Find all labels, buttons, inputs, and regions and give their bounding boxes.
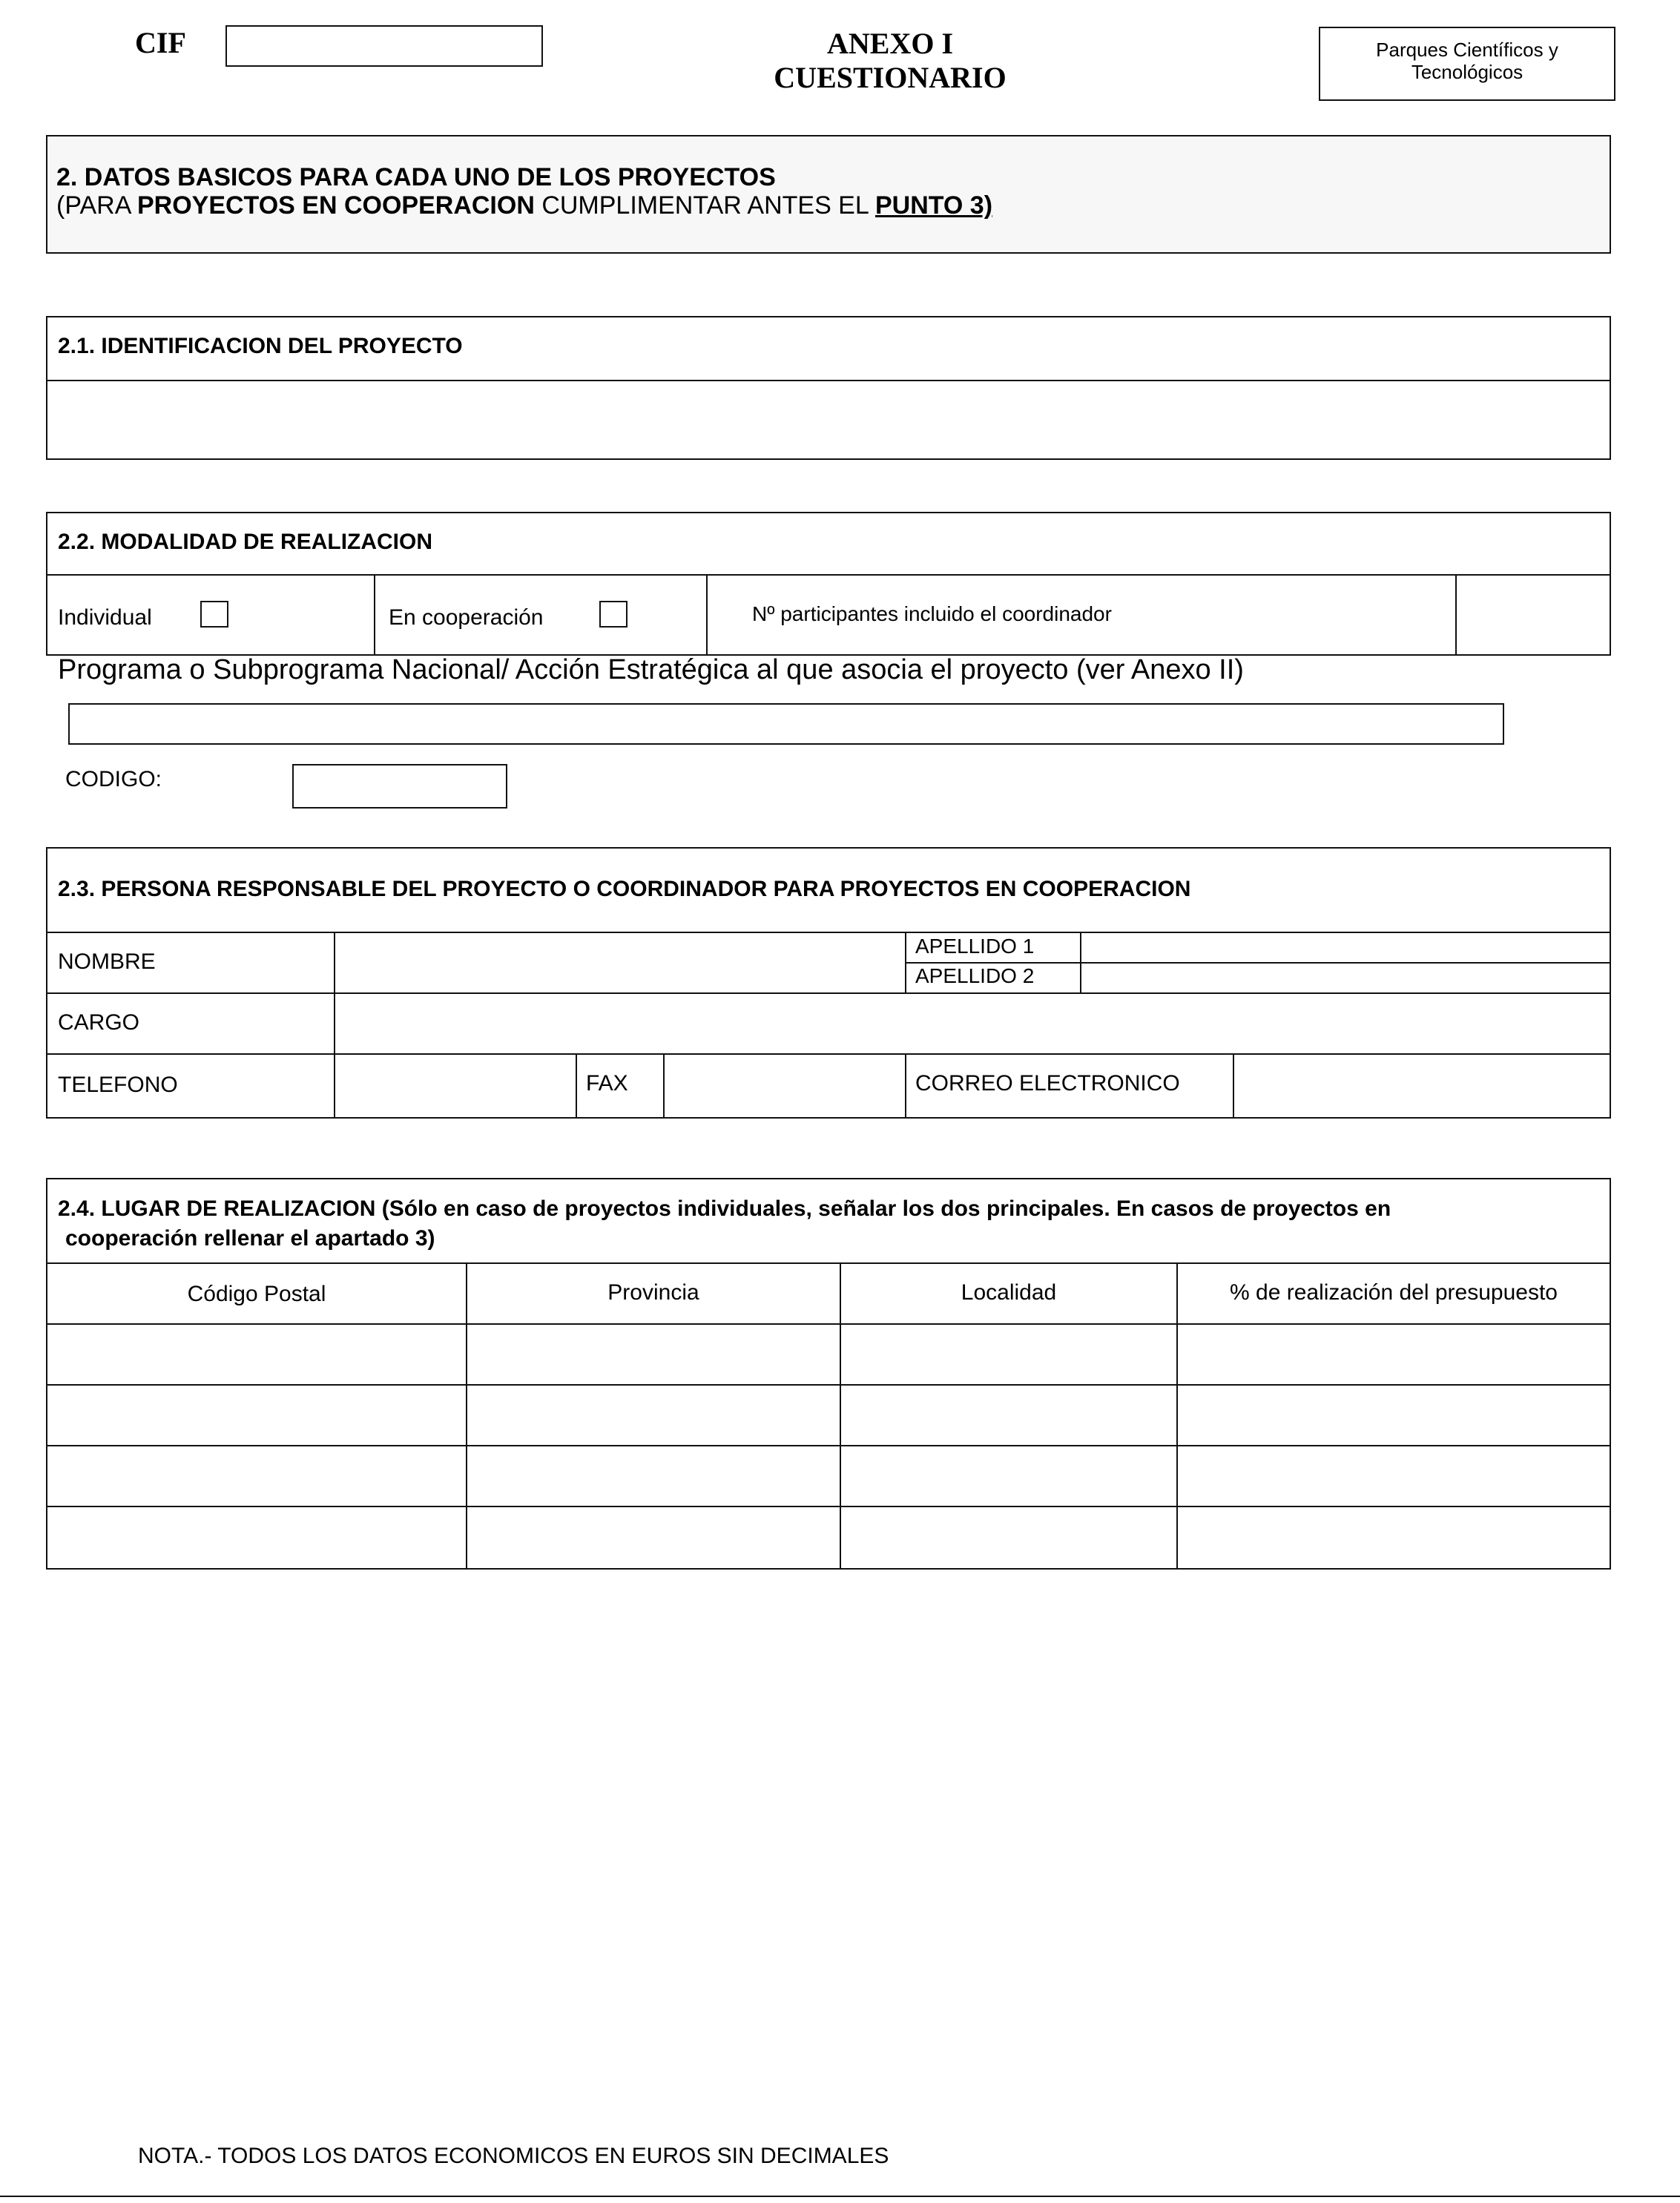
table-row bbox=[47, 1507, 1610, 1568]
column-header-provincia: Provincia bbox=[607, 1280, 699, 1305]
cargo-input[interactable] bbox=[335, 994, 1610, 1053]
apellido1-input[interactable] bbox=[1081, 933, 1610, 962]
participantes-label: Nº participantes incluido el coordinador bbox=[752, 602, 1112, 625]
column-header-localidad: Localidad bbox=[961, 1280, 1057, 1305]
cif-input[interactable] bbox=[225, 25, 543, 67]
cell-provincia[interactable] bbox=[467, 1386, 840, 1445]
divider bbox=[905, 932, 906, 994]
subtitle-prefix: (PARA bbox=[56, 191, 137, 220]
divider bbox=[706, 574, 708, 656]
programa-label: Programa o Subprograma Nacional/ Acción Estratégica al que asocia el proyecto (ver Anexo II) bbox=[58, 654, 1244, 685]
codigo-label: CODIGO: bbox=[65, 767, 162, 791]
telefono-input[interactable] bbox=[335, 1055, 576, 1117]
cell-porcentaje[interactable] bbox=[1178, 1446, 1610, 1506]
cooperacion-label: En cooperación bbox=[389, 605, 544, 630]
section-2-3-title: 2.3. PERSONA RESPONSABLE DEL PROYECTO O COORDINADOR PARA PROYECTOS EN COOPERACION bbox=[58, 877, 1191, 901]
subtitle-middle: CUMPLIMENTAR ANTES EL bbox=[534, 191, 875, 220]
subtitle-bold: PROYECTOS EN COOPERACION bbox=[136, 191, 535, 220]
section-2-4-title bbox=[58, 1194, 1391, 1254]
apellido1-label: APELLIDO 1 bbox=[915, 935, 1035, 958]
section-2-4-title-line-2: cooperación rellenar el apartado 3) bbox=[65, 1226, 435, 1251]
individual-label: Individual bbox=[58, 605, 152, 630]
table-row bbox=[47, 1386, 1610, 1445]
divider bbox=[905, 1053, 906, 1119]
apellido2-input[interactable] bbox=[1081, 964, 1610, 992]
category-line-2: Tecnológicos bbox=[1411, 61, 1523, 83]
programa-input[interactable] bbox=[68, 703, 1504, 745]
cell-localidad[interactable] bbox=[841, 1507, 1176, 1568]
project-identification-field[interactable] bbox=[47, 381, 1610, 458]
section-2-2-title: 2.2. MODALIDAD DE REALIZACION bbox=[58, 530, 433, 554]
cell-localidad[interactable] bbox=[841, 1386, 1176, 1445]
cell-codigo-postal[interactable] bbox=[47, 1446, 466, 1506]
codigo-input[interactable] bbox=[292, 764, 507, 809]
table-row bbox=[47, 1325, 1610, 1384]
individual-checkbox[interactable] bbox=[200, 601, 228, 628]
divider bbox=[46, 1262, 1611, 1264]
telefono-label: TELEFONO bbox=[58, 1073, 178, 1097]
cell-provincia[interactable] bbox=[467, 1446, 840, 1506]
cell-porcentaje[interactable] bbox=[1178, 1325, 1610, 1384]
cell-provincia[interactable] bbox=[467, 1325, 840, 1384]
page-title bbox=[727, 27, 1053, 95]
column-header-porcentaje: % de realización del presupuesto bbox=[1230, 1280, 1558, 1305]
cell-porcentaje[interactable] bbox=[1178, 1386, 1610, 1445]
divider bbox=[374, 574, 375, 656]
title-line-2: CUESTIONARIO bbox=[774, 61, 1007, 94]
category-box bbox=[1319, 27, 1615, 101]
punto-3-link[interactable]: PUNTO 3) bbox=[874, 191, 993, 220]
cell-localidad[interactable] bbox=[841, 1325, 1176, 1384]
section-2-4-title-line-1: 2.4. LUGAR DE REALIZACION (Sólo en caso de proyectos individuales, señalar los dos principales. En casos de proyectos en bbox=[58, 1196, 1391, 1221]
nombre-input[interactable] bbox=[335, 933, 903, 992]
participantes-input[interactable] bbox=[1457, 576, 1610, 654]
cell-codigo-postal[interactable] bbox=[47, 1325, 466, 1384]
nombre-label: NOMBRE bbox=[58, 949, 156, 974]
cif-label: CIF bbox=[135, 26, 186, 59]
section-2-title: 2. DATOS BASICOS PARA CADA UNO DE LOS PROYECTOS bbox=[56, 163, 776, 191]
section-2-1-title: 2.1. IDENTIFICACION DEL PROYECTO bbox=[58, 334, 463, 358]
fax-input[interactable] bbox=[665, 1055, 905, 1117]
cell-localidad[interactable] bbox=[841, 1446, 1176, 1506]
table-row bbox=[47, 1446, 1610, 1506]
column-header-codigo-postal: Código Postal bbox=[187, 1282, 326, 1306]
footer-note: NOTA.- TODOS LOS DATOS ECONOMICOS EN EUROS SIN DECIMALES bbox=[138, 2144, 889, 2168]
cell-porcentaje[interactable] bbox=[1178, 1507, 1610, 1568]
apellido2-label: APELLIDO 2 bbox=[915, 964, 1035, 987]
divider bbox=[46, 574, 1611, 576]
category-line-1: Parques Científicos y bbox=[1376, 39, 1558, 61]
correo-input[interactable] bbox=[1234, 1055, 1610, 1117]
cell-provincia[interactable] bbox=[467, 1507, 840, 1568]
fax-label: FAX bbox=[586, 1071, 628, 1096]
cell-codigo-postal[interactable] bbox=[47, 1386, 466, 1445]
cooperacion-checkbox[interactable] bbox=[599, 601, 627, 628]
cargo-label: CARGO bbox=[58, 1010, 140, 1035]
footer-rule bbox=[0, 2196, 1680, 2197]
title-line-1: ANEXO I bbox=[826, 27, 954, 60]
cell-codigo-postal[interactable] bbox=[47, 1507, 466, 1568]
correo-label: CORREO ELECTRONICO bbox=[915, 1071, 1180, 1096]
section-2-subtitle bbox=[56, 191, 992, 220]
divider bbox=[576, 1053, 577, 1119]
